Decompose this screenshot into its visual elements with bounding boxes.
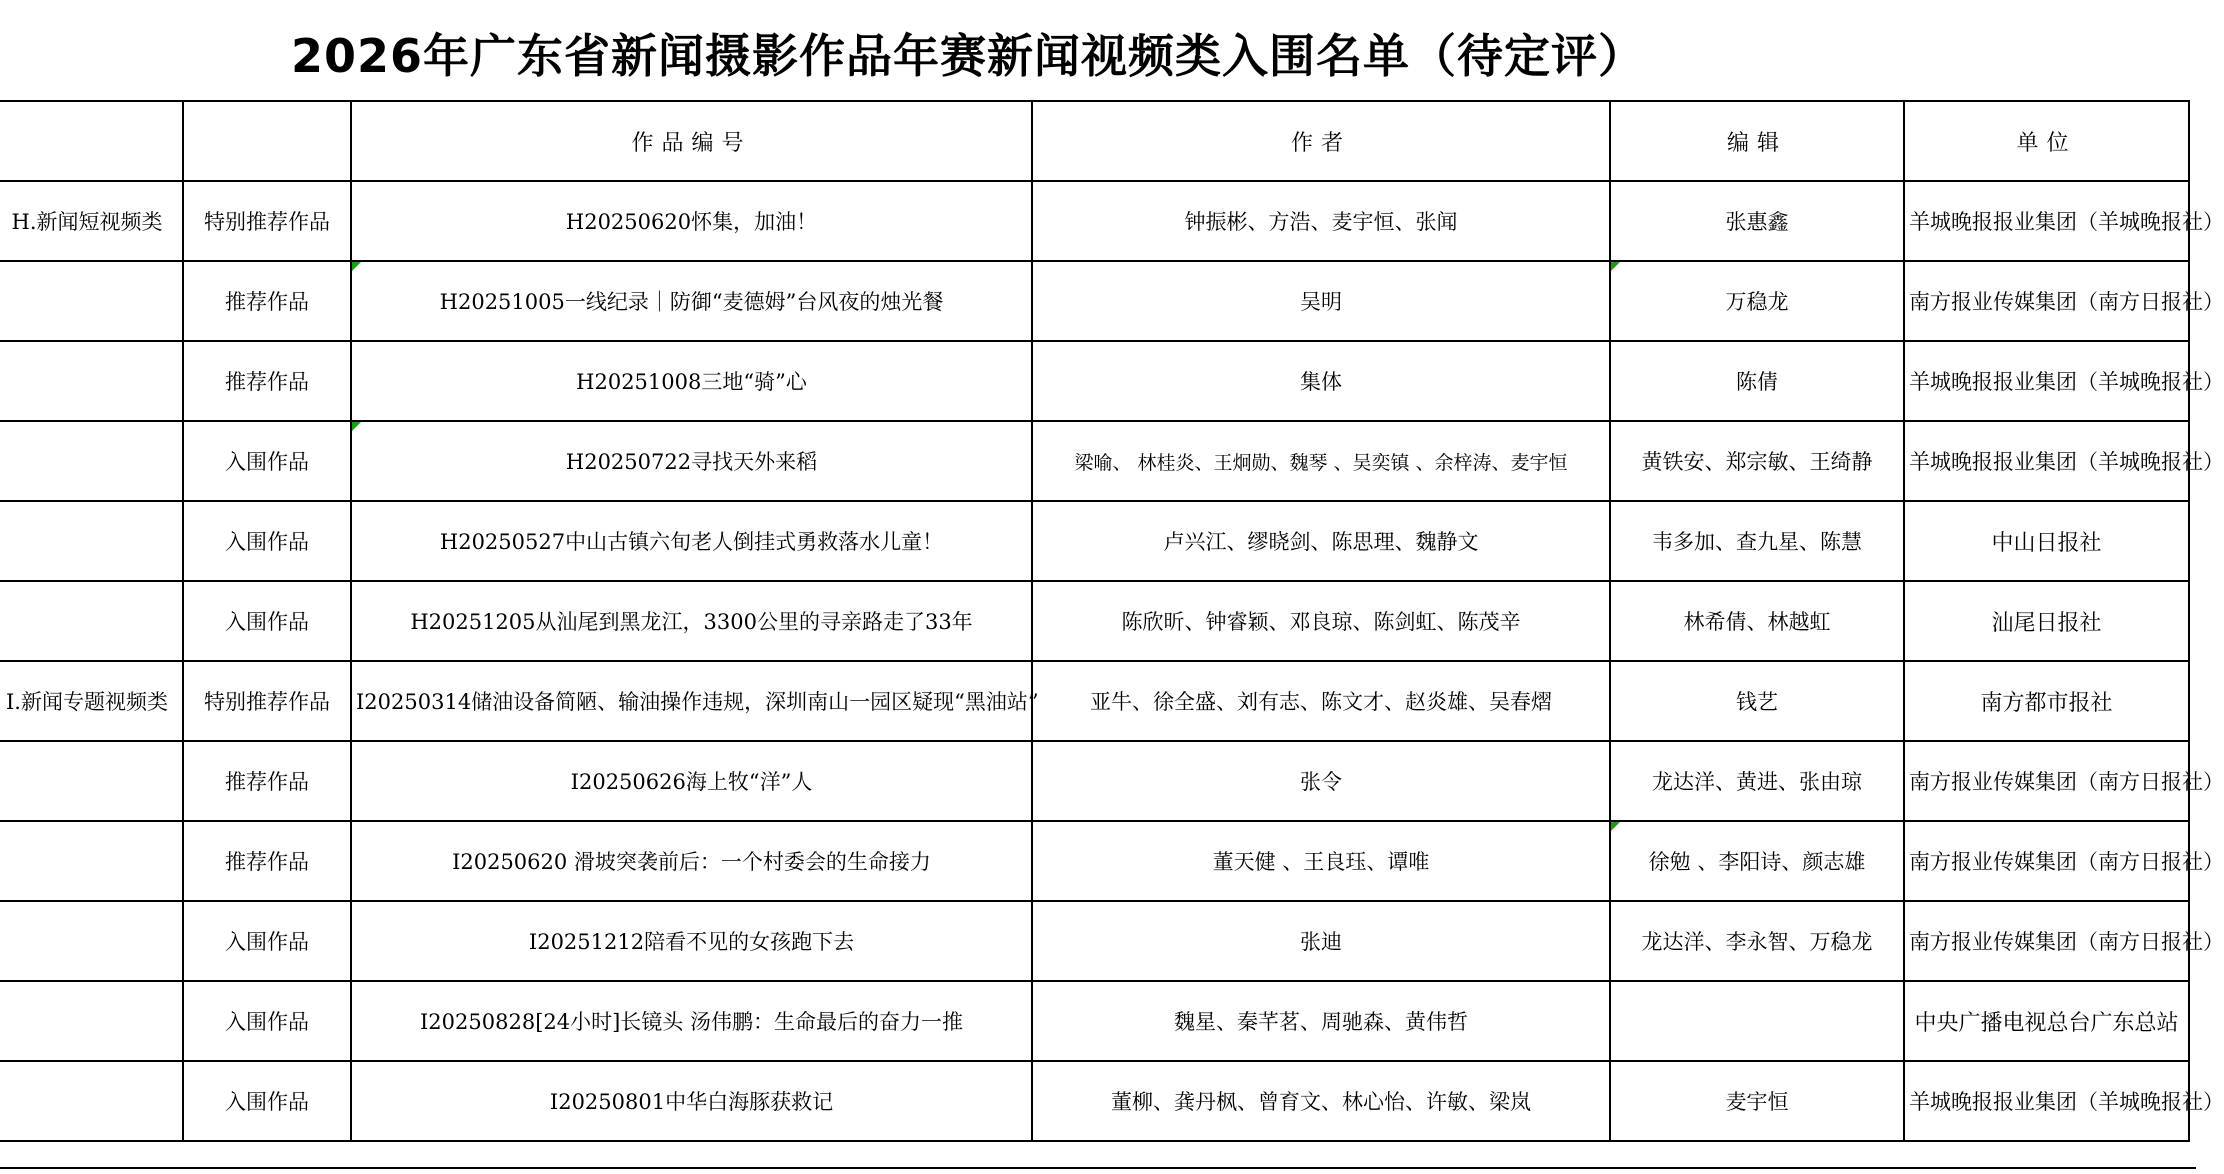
code-cell: I20250828[24小时]长镜头 汤伟鹏：生命最后的奋力一推 — [351, 981, 1032, 1061]
comment-marker-icon — [1611, 822, 1620, 831]
table-row — [0, 901, 2189, 981]
level-cell: 入围作品 — [183, 1061, 351, 1141]
level-cell: 推荐作品 — [183, 821, 351, 901]
table-row — [0, 981, 2189, 1061]
code-cell: I20251212陪看不见的女孩跑下去 — [351, 901, 1032, 981]
editor-cell: 麦宇恒 — [1610, 1061, 1904, 1141]
category-cell — [0, 741, 183, 821]
unit-cell: 南方报业传媒集团（南方日报社） — [1904, 901, 2189, 981]
category-cell — [0, 981, 183, 1061]
table-row — [0, 421, 2189, 501]
editor-cell: 林希倩、林越虹 — [1610, 581, 1904, 661]
author-cell: 卢兴江、缪晓剑、陈思理、魏静文 — [1032, 501, 1610, 581]
unit-cell: 南方报业传媒集团（南方日报社） — [1904, 261, 2189, 341]
editor-cell: 黄铁安、郑宗敏、王绮静 — [1610, 421, 1904, 501]
author-cell: 亚牛、徐全盛、刘有志、陈文才、赵炎雄、吴春熠 — [1032, 661, 1610, 741]
level-cell: 特别推荐作品 — [183, 181, 351, 261]
code-cell: H20250620怀集，加油！ — [351, 181, 1032, 261]
unit-cell: 羊城晚报报业集团（羊城晚报社） — [1904, 181, 2189, 261]
header-unit: 单位 — [1904, 101, 2189, 181]
category-cell — [0, 501, 183, 581]
page-title: 2026年广东省新闻摄影作品年赛新闻视频类入围名单（待定评） — [290, 29, 1646, 83]
unit-cell: 中央广播电视总台广东总站 — [1904, 981, 2189, 1061]
comment-marker-icon — [1611, 262, 1620, 271]
category-cell — [0, 261, 183, 341]
author-cell: 董天健 、王良珏、谭唯 — [1032, 821, 1610, 901]
header-editor: 编辑 — [1610, 101, 1904, 181]
category-cell — [0, 821, 183, 901]
editor-cell — [1610, 981, 1904, 1061]
author-cell: 魏星、秦芊茗、周驰森、黄伟哲 — [1032, 981, 1610, 1061]
author-cell: 董柳、龚丹枫、曾育文、林心怡、许敏、梁岚 — [1032, 1061, 1610, 1141]
code-cell: H20251008三地“骑”心 — [351, 341, 1032, 421]
category-cell — [0, 581, 183, 661]
table-row — [0, 581, 2189, 661]
table-row — [0, 501, 2189, 581]
editor-cell: 龙达洋、黄进、张由琼 — [1610, 741, 1904, 821]
header-row — [0, 101, 2189, 181]
author-cell: 吴明 — [1032, 261, 1610, 341]
code-cell: H20251205从汕尾到黑龙江，3300公里的寻亲路走了33年 — [351, 581, 1032, 661]
editor-cell: 陈倩 — [1610, 341, 1904, 421]
author-cell: 张迪 — [1032, 901, 1610, 981]
editor-cell: 韦多加、查九星、陈慧 — [1610, 501, 1904, 581]
unit-cell: 中山日报社 — [1904, 501, 2189, 581]
table-row — [0, 1061, 2189, 1141]
unit-cell: 南方都市报社 — [1904, 661, 2189, 741]
table-row — [0, 661, 2189, 741]
level-cell: 入围作品 — [183, 421, 351, 501]
table-row — [0, 181, 2189, 261]
level-cell: 推荐作品 — [183, 741, 351, 821]
category-cell — [0, 901, 183, 981]
editor-cell: 万稳龙 — [1610, 261, 1904, 341]
nominee-table — [0, 100, 2224, 1142]
author-cell: 梁喻、 林桂炎、王炯勋、魏琴 、吴奕镇 、余梓涛、麦宇恒 — [1032, 421, 1610, 501]
category-cell — [0, 341, 183, 421]
code-cell: I20250620 滑坡突袭前后：一个村委会的生命接力 — [351, 821, 1032, 901]
category-cell: H.新闻短视频类 — [0, 181, 183, 261]
unit-cell: 羊城晚报报业集团（羊城晚报社） — [1904, 421, 2189, 501]
category-cell: I.新闻专题视频类 — [0, 661, 183, 741]
code-cell: I20250801中华白海豚获救记 — [351, 1061, 1032, 1141]
level-cell: 推荐作品 — [183, 261, 351, 341]
unit-cell: 南方报业传媒集团（南方日报社） — [1904, 741, 2189, 821]
code-cell: H20250722寻找天外来稻 — [351, 421, 1032, 501]
header-code: 作品编号 — [351, 101, 1032, 181]
code-cell: I20250314储油设备简陋、输油操作违规，深圳南山一园区疑现“黑油站” — [351, 661, 1032, 741]
unit-cell: 南方报业传媒集团（南方日报社） — [1904, 821, 2189, 901]
code-cell: H20251005一线纪录｜防御“麦德姆”台风夜的烛光餐 — [351, 261, 1032, 341]
editor-cell: 张惠鑫 — [1610, 181, 1904, 261]
unit-cell: 羊城晚报报业集团（羊城晚报社） — [1904, 1061, 2189, 1141]
code-cell: I20250626海上牧“洋”人 — [351, 741, 1032, 821]
table-row — [0, 741, 2189, 821]
table-row — [0, 821, 2189, 901]
unit-cell: 羊城晚报报业集团（羊城晚报社） — [1904, 341, 2189, 421]
level-cell: 特别推荐作品 — [183, 661, 351, 741]
comment-marker-icon — [352, 262, 361, 271]
category-cell — [0, 1061, 183, 1141]
category-cell — [0, 421, 183, 501]
header-category — [0, 101, 183, 181]
editor-cell: 钱艺 — [1610, 661, 1904, 741]
code-cell: H20250527中山古镇六旬老人倒挂式勇救落水儿童！ — [351, 501, 1032, 581]
table-row — [0, 341, 2189, 421]
table-row — [0, 261, 2189, 341]
bottom-border — [0, 1167, 2196, 1169]
level-cell: 入围作品 — [183, 981, 351, 1061]
author-cell: 张令 — [1032, 741, 1610, 821]
level-cell: 入围作品 — [183, 581, 351, 661]
comment-marker-icon — [352, 422, 361, 431]
header-author: 作者 — [1032, 101, 1610, 181]
level-cell: 入围作品 — [183, 501, 351, 581]
level-cell: 推荐作品 — [183, 341, 351, 421]
header-level — [183, 101, 351, 181]
author-cell: 陈欣昕、钟睿颖、邓良琼、陈剑虹、陈茂辛 — [1032, 581, 1610, 661]
author-cell: 钟振彬、方浩、麦宇恒、张闻 — [1032, 181, 1610, 261]
unit-cell: 汕尾日报社 — [1904, 581, 2189, 661]
author-cell: 集体 — [1032, 341, 1610, 421]
level-cell: 入围作品 — [183, 901, 351, 981]
editor-cell: 龙达洋、李永智、万稳龙 — [1610, 901, 1904, 981]
editor-cell: 徐勉 、李阳诗、颜志雄 — [1610, 821, 1904, 901]
